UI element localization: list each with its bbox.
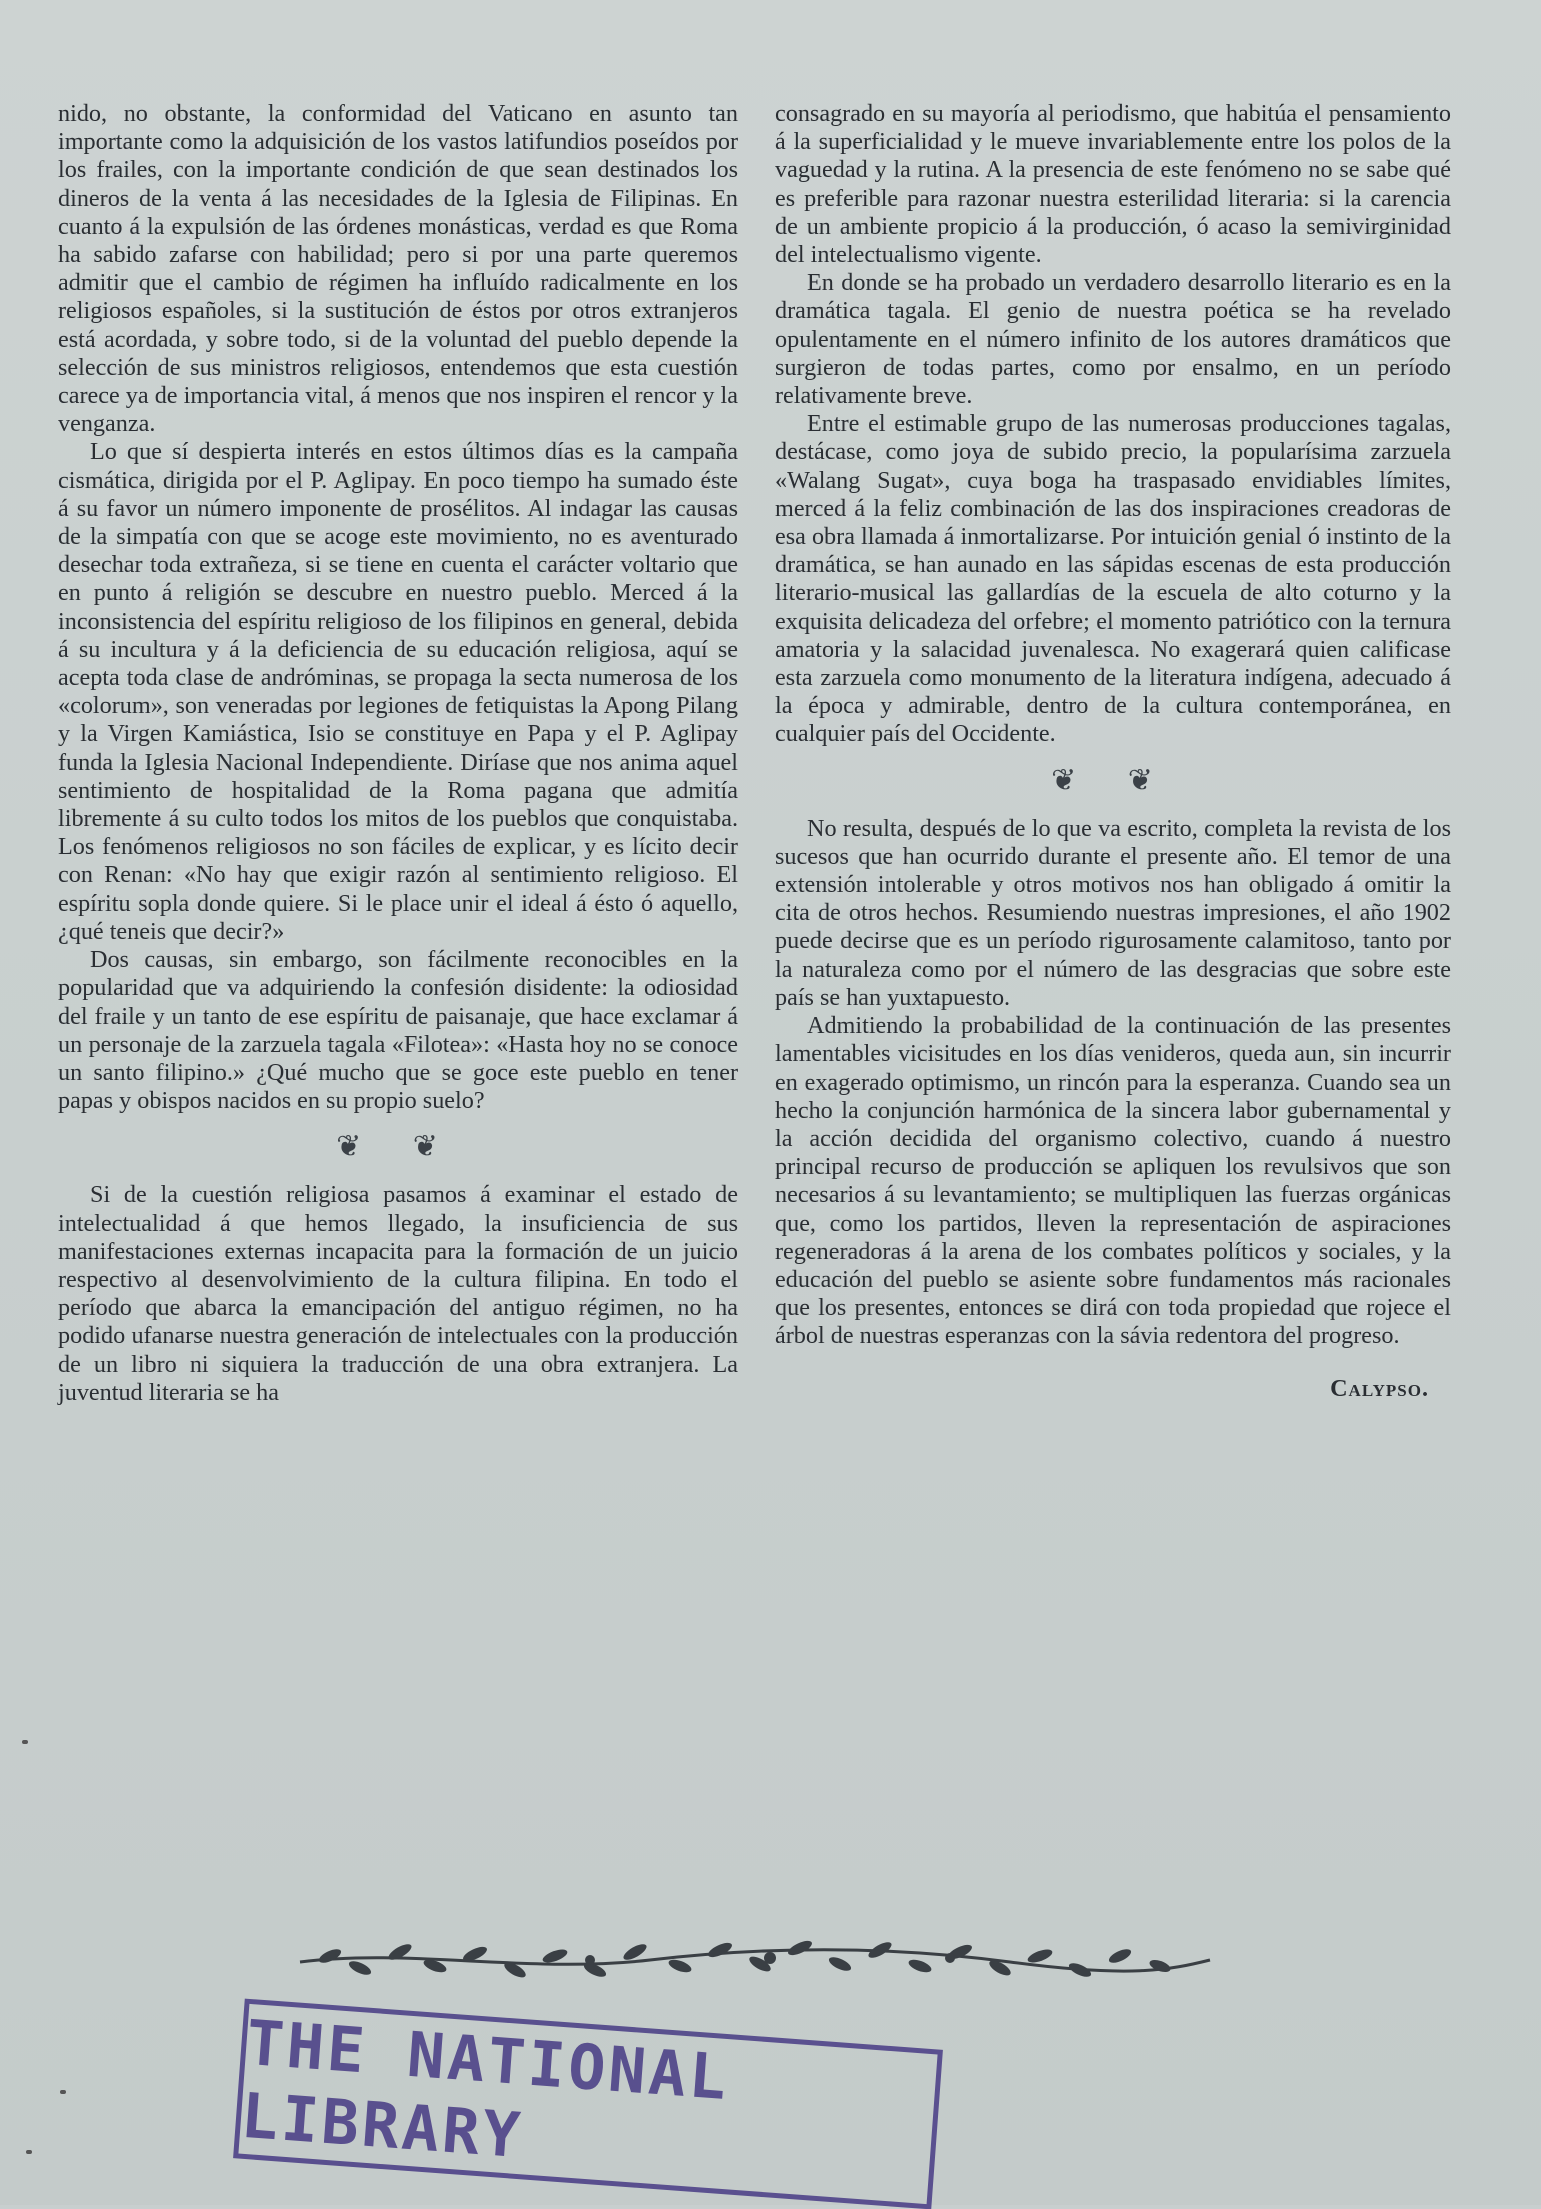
floral-vine-icon bbox=[290, 1930, 1220, 1990]
right-paragraph-5: Admitiendo la probabilidad de la continuación de las presentes lamentables vicisitudes en los días venideros, queda aun, sin incurrir en exagerado optimismo, un rincón para la esperanza. Cuando sea un hecho la conjunción harmónica de la sincera labor gubernamental y la acción decidida del organismo colectivo, cuando á nuestro principal recurso de producción se apliquen los revulsivos que son necesarios á su levantamiento; se multipliquen las fuerzas orgánicas que, como los partidos, lleven la representación de aspiraciones regeneradoras á la arena de los combates políticos y sociales, y la educación del pueblo se asiente sobre fundamentos más racionales que los presentes, entonces se dirá con toda propiedad que rojece el árbol de nuestras esperanzas con la sávia redentora del progreso. bbox=[775, 1012, 1451, 1350]
right-paragraph-4: No resulta, después de lo que va escrito, completa la revista de los sucesos que han ocurrido durante el presente año. El temor de una extensión intolerable y otros motivos nos han obligado á omitir la cita de otros hechos. Resumiendo nuestras impresiones, el año 1902 puede decirse que es un período rigurosamente calamitoso, tanto por la naturaleza como por el número de las desgracias que sobre este país se han yuxtapuesto. bbox=[775, 814, 1451, 1011]
left-paragraph-4: Si de la cuestión religiosa pasamos á examinar el estado de intelectualidad á que hemos llegado, la insuficiencia de sus manifestaciones externas incapacita para la formación de un juicio respectivo al desenvolvimiento de la cultura filipina. En todo el período que abarca la emancipación del antiguo régimen, no ha podido ufanarse nuestra generación de intelectuales con la producción de un libro ni siquiera la traducción de una obra extranjera. La juventud literaria se ha bbox=[58, 1181, 738, 1406]
fleuron-pair-icon: ❦ ❦ bbox=[336, 1130, 460, 1164]
library-stamp: THE NATIONAL LIBRARY bbox=[233, 1999, 943, 2209]
right-paragraph-2: En donde se ha probado un verdadero desarrollo literario es en la dramática tagala. El genio de nuestra poética se ha revelado opulentamente en el número infinito de los autores dramáticos que surgieron de todas partes, como por ensalmo, en un período relativamente breve. bbox=[775, 269, 1451, 410]
right-paragraph-1: consagrado en su mayoría al periodismo, que habitúa el pensamiento á la superficialidad y le mueve invariablemente entre los polos de la vaguedad y la rutina. A la presencia de este fenómeno no se sabe qué es preferible para razonar nuestra esterilidad literaria: si la carencia de un ambiente propicio á la producción, ó acaso la semivirginidad del intelectualismo vigente. bbox=[775, 100, 1451, 269]
left-paragraph-2: Lo que sí despierta interés en estos últimos días es la campaña cismática, dirigida por el P. Aglipay. En poco tiempo ha sumado éste á su favor un número imponente de prosélitos. Al indagar las causas de la simpatía con que se acoge este movimiento, no es aventurado desechar toda extrañeza, si se tiene en cuenta el carácter voltario que en punto á religión se descubre en nuestro pueblo. Merced á la inconsistencia del espíritu religioso de los filipinos en general, debida á su incultura y á la deficiencia de su educación religiosa, aquí se acepta toda clase de andróminas, se propaga la secta numerosa de los «colorum», son veneradas por legiones de fetiquistas la Apong Pilang y la Virgen Kamiástica, Isio se constituye en Papa y el P. Aglipay funda la Iglesia Nacional Independiente. Diríase que nos anima aquel sentimiento de hospitalidad de la Roma pagana que admitía libremente á su culto todos los mitos de los pueblos que conquistaba. Los fenómenos religiosos no son fáciles de explicar, y es lícito decir con Renan: «No hay que exigir razón al sentimiento religioso. El espíritu sopla donde quiere. Si le place unir el ideal á ésto ó aquello, ¿qué teneis que decir?» bbox=[58, 438, 738, 945]
left-column bbox=[58, 100, 738, 1407]
right-column bbox=[775, 100, 1451, 1403]
right-paragraph-3: Entre el estimable grupo de las numerosas producciones tagalas, destácase, como joya de subido precio, la popularísima zarzuela «Walang Sugat», cuya boga ha traspasado envidiables límites, merced á la feliz combinación de las dos inspiraciones creadoras de esa obra llamada á inmortalizarse. Por intuición genial ó instinto de la dramática, se han aunado en las sápidas escenas de esta producción literario-musical las gallardías de la escuela de alto coturno y la exquisita delicadeza del orfebre; el momento patriótico con la ternura amatoria y la salacidad juvenalesca. No exagerará quien calificase esta zarzuela como monumento de la literatura indígena, adecuado á la época y admirable, dentro de la cultura contemporánea, en cualquier país del Occidente. bbox=[775, 410, 1451, 748]
margin-mark bbox=[60, 2090, 66, 2094]
margin-mark bbox=[22, 1740, 28, 1744]
left-paragraph-1: nido, no obstante, la conformidad del Vaticano en asunto tan importante como la adquisición de los vastos latifundios poseídos por los frailes, con la importante condición de que sean destinados los dineros de la venta á las necesidades de la Iglesia de Filipinas. En cuanto á la expulsión de las órdenes monásticas, verdad es que Roma ha sabido zafarse con habilidad; pero si por una parte queremos admitir que el cambio de régimen ha influído radicalmente en los religiosos españoles, si la sustitución de éstos por otros extranjeros está acordada, y sobre todo, si de la voluntad del pueblo depende la selección de sus ministros religiosos, entendemos que esta cuestión carece ya de importancia vital, á menos que nos inspiren el rencor y la venganza. bbox=[58, 100, 738, 438]
margin-mark bbox=[26, 2150, 32, 2154]
author-signature: Calypso. bbox=[1330, 1374, 1429, 1402]
fleuron-pair-icon: ❦ ❦ bbox=[1051, 763, 1175, 797]
left-paragraph-3: Dos causas, sin embargo, son fácilmente reconocibles en la popularidad que va adquiriendo la confesión disidente: la odiosidad del fraile y un tanto de ese espíritu de paisanaje, que hace exclamar á un personaje de la zarzuela tagala «Filotea»: «Hasta hoy no se conoce un santo filipino.» ¿Qué mucho que se goce este pueblo en tener papas y obispos nacidos en su propio suelo? bbox=[58, 946, 738, 1115]
